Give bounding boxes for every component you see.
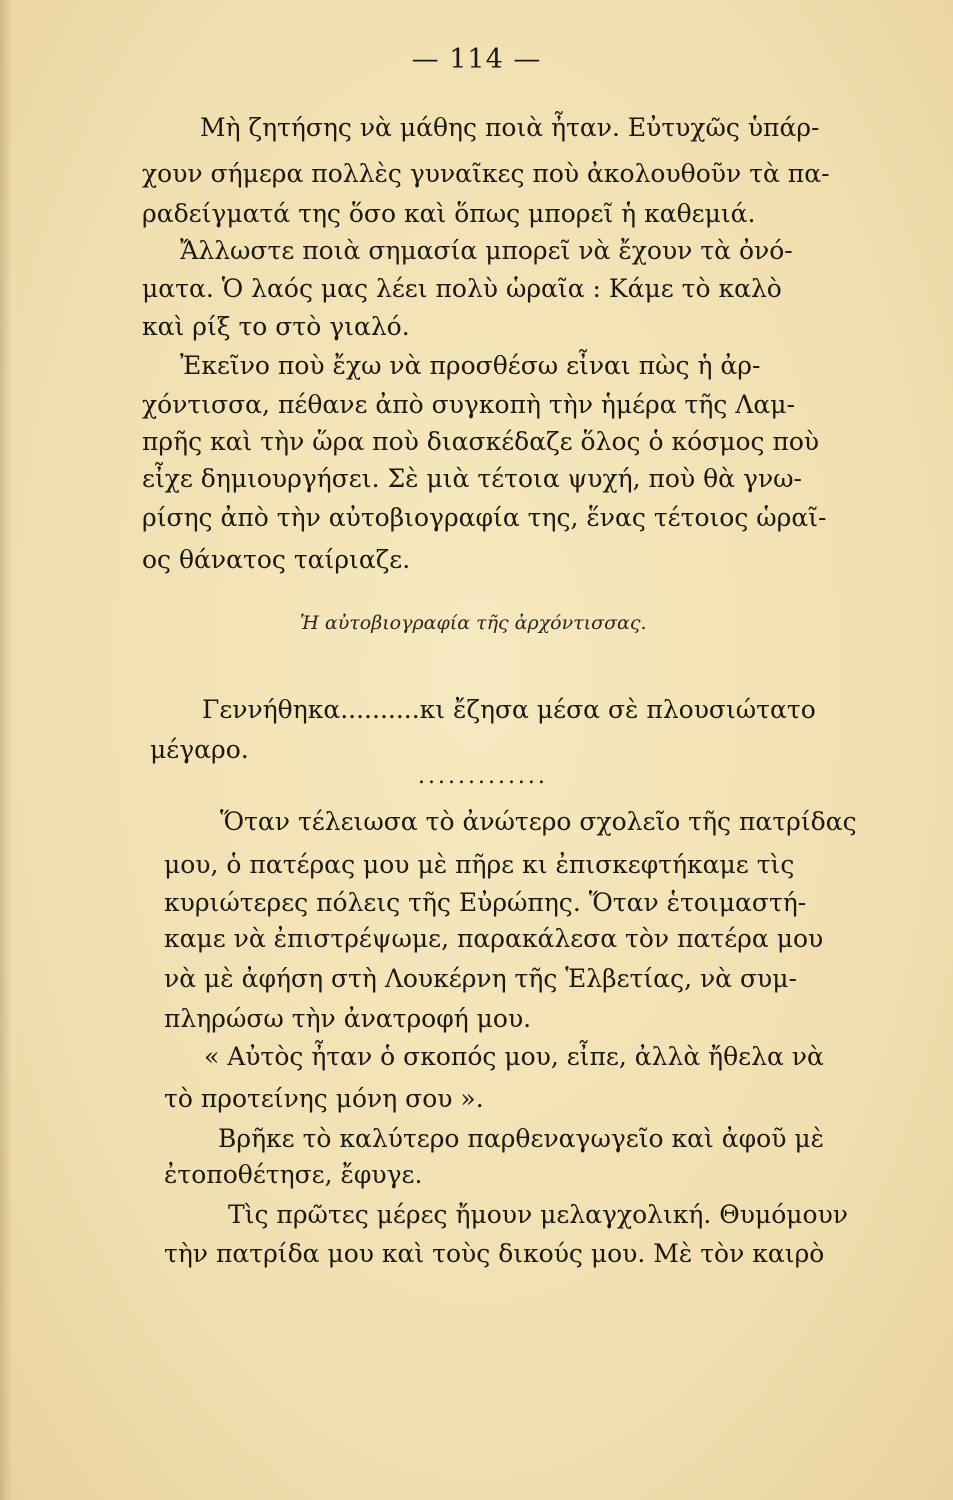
- text-line: Ἐκεῖνο ποὺ ἔχω νὰ προσθέσω εἶναι πὼς ἡ ἀρ-: [180, 351, 761, 380]
- text-line: Ὅταν τέλειωσα τὸ ἀνώτερο σχολεῖο τῆς πατρίδας: [220, 807, 857, 836]
- text-line: τὴν πατρίδα μου καὶ τοὺς δικούς μου. Μὲ τὸν καιρὸ: [164, 1239, 825, 1268]
- text-line: καὶ ρίξ το στὸ γιαλό.: [142, 312, 410, 341]
- section-caption: Ἡ αὐτοβιογραφία τῆς ἀρχόντισσας.: [300, 612, 647, 634]
- text-line: ρίσης ἀπὸ τὴν αὐτοβιογραφία της, ἕνας τέτοιος ὡραῖ-: [142, 503, 827, 532]
- text-line: καμε νὰ ἐπιστρέψωμε, παρακάλεσα τὸν πατέρα μου: [164, 924, 824, 953]
- text-line: μέγαρο.: [150, 735, 249, 764]
- text-line: εἶχε δημιουργήσει. Σὲ μιὰ τέτοια ψυχή, ποὺ θὰ γνω-: [142, 464, 802, 493]
- text-line: κυριώτερες πόλεις τῆς Εὐρώπης. Ὅταν ἑτοιμαστή-: [164, 888, 807, 917]
- text-line: πληρώσω τὴν ἀνατροφή μου.: [164, 1004, 532, 1033]
- text-line: ος θάνατος ταίριαζε.: [142, 545, 411, 574]
- text-line: Μὴ ζητήσης νὰ μάθης ποιὰ ἦταν. Εὐτυχῶς ὑπάρ-: [200, 113, 820, 142]
- text-line: Ἄλλωστε ποιὰ σημασία μπορεῖ νὰ ἔχουν τὰ ὀνό-: [180, 236, 793, 265]
- text-line: « Αὐτὸς ἦταν ὁ σκοπός μου, εἶπε, ἀλλὰ ἤθελα νὰ: [204, 1042, 824, 1071]
- text-line: πρῆς καὶ τὴν ὥρα ποὺ διασκέδαζε ὅλος ὁ κόσμος ποὺ: [142, 427, 820, 456]
- ellipsis-separator: .............: [418, 764, 548, 789]
- text-line: χόντισσα, πέθανε ἀπὸ συγκοπὴ τὴν ἡμέρα τῆς Λαμ-: [142, 390, 795, 419]
- text-line: νὰ μὲ ἀφήση στὴ Λουκέρνη τῆς Ἑλβετίας, νὰ συμ-: [164, 964, 797, 993]
- text-line: ματα. Ὁ λαός μας λέει πολὺ ὡραῖα : Κάμε τὸ καλὸ: [142, 274, 782, 303]
- page-number: — 114 —: [411, 44, 542, 75]
- page-binding-shadow: [0, 0, 12, 1500]
- text-line: τὸ προτείνης μόνη σου ».: [164, 1084, 484, 1113]
- text-line: Τὶς πρῶτες μέρες ἤμουν μελαγχολική. Θυμόμουν: [228, 1200, 848, 1229]
- text-line: μου, ὁ πατέρας μου μὲ πῆρε κι ἐπισκεφτήκαμε τὶς: [164, 850, 795, 879]
- text-line: Γεννήθηκα..........κι ἔζησα μέσα σὲ πλουσιώτατο: [202, 695, 816, 724]
- text-line: χουν σήμερα πολλὲς γυναῖκες ποὺ ἀκολουθοῦν τὰ πα-: [142, 159, 830, 188]
- text-line: Βρῆκε τὸ καλύτερο παρθεναγωγεῖο καὶ ἀφοῦ μὲ: [218, 1124, 825, 1153]
- text-line: ραδείγματά της ὅσο καὶ ὅπως μπορεῖ ἡ καθεμιά.: [142, 199, 756, 228]
- text-line: ἐτοποθέτησε, ἔφυγε.: [164, 1160, 423, 1189]
